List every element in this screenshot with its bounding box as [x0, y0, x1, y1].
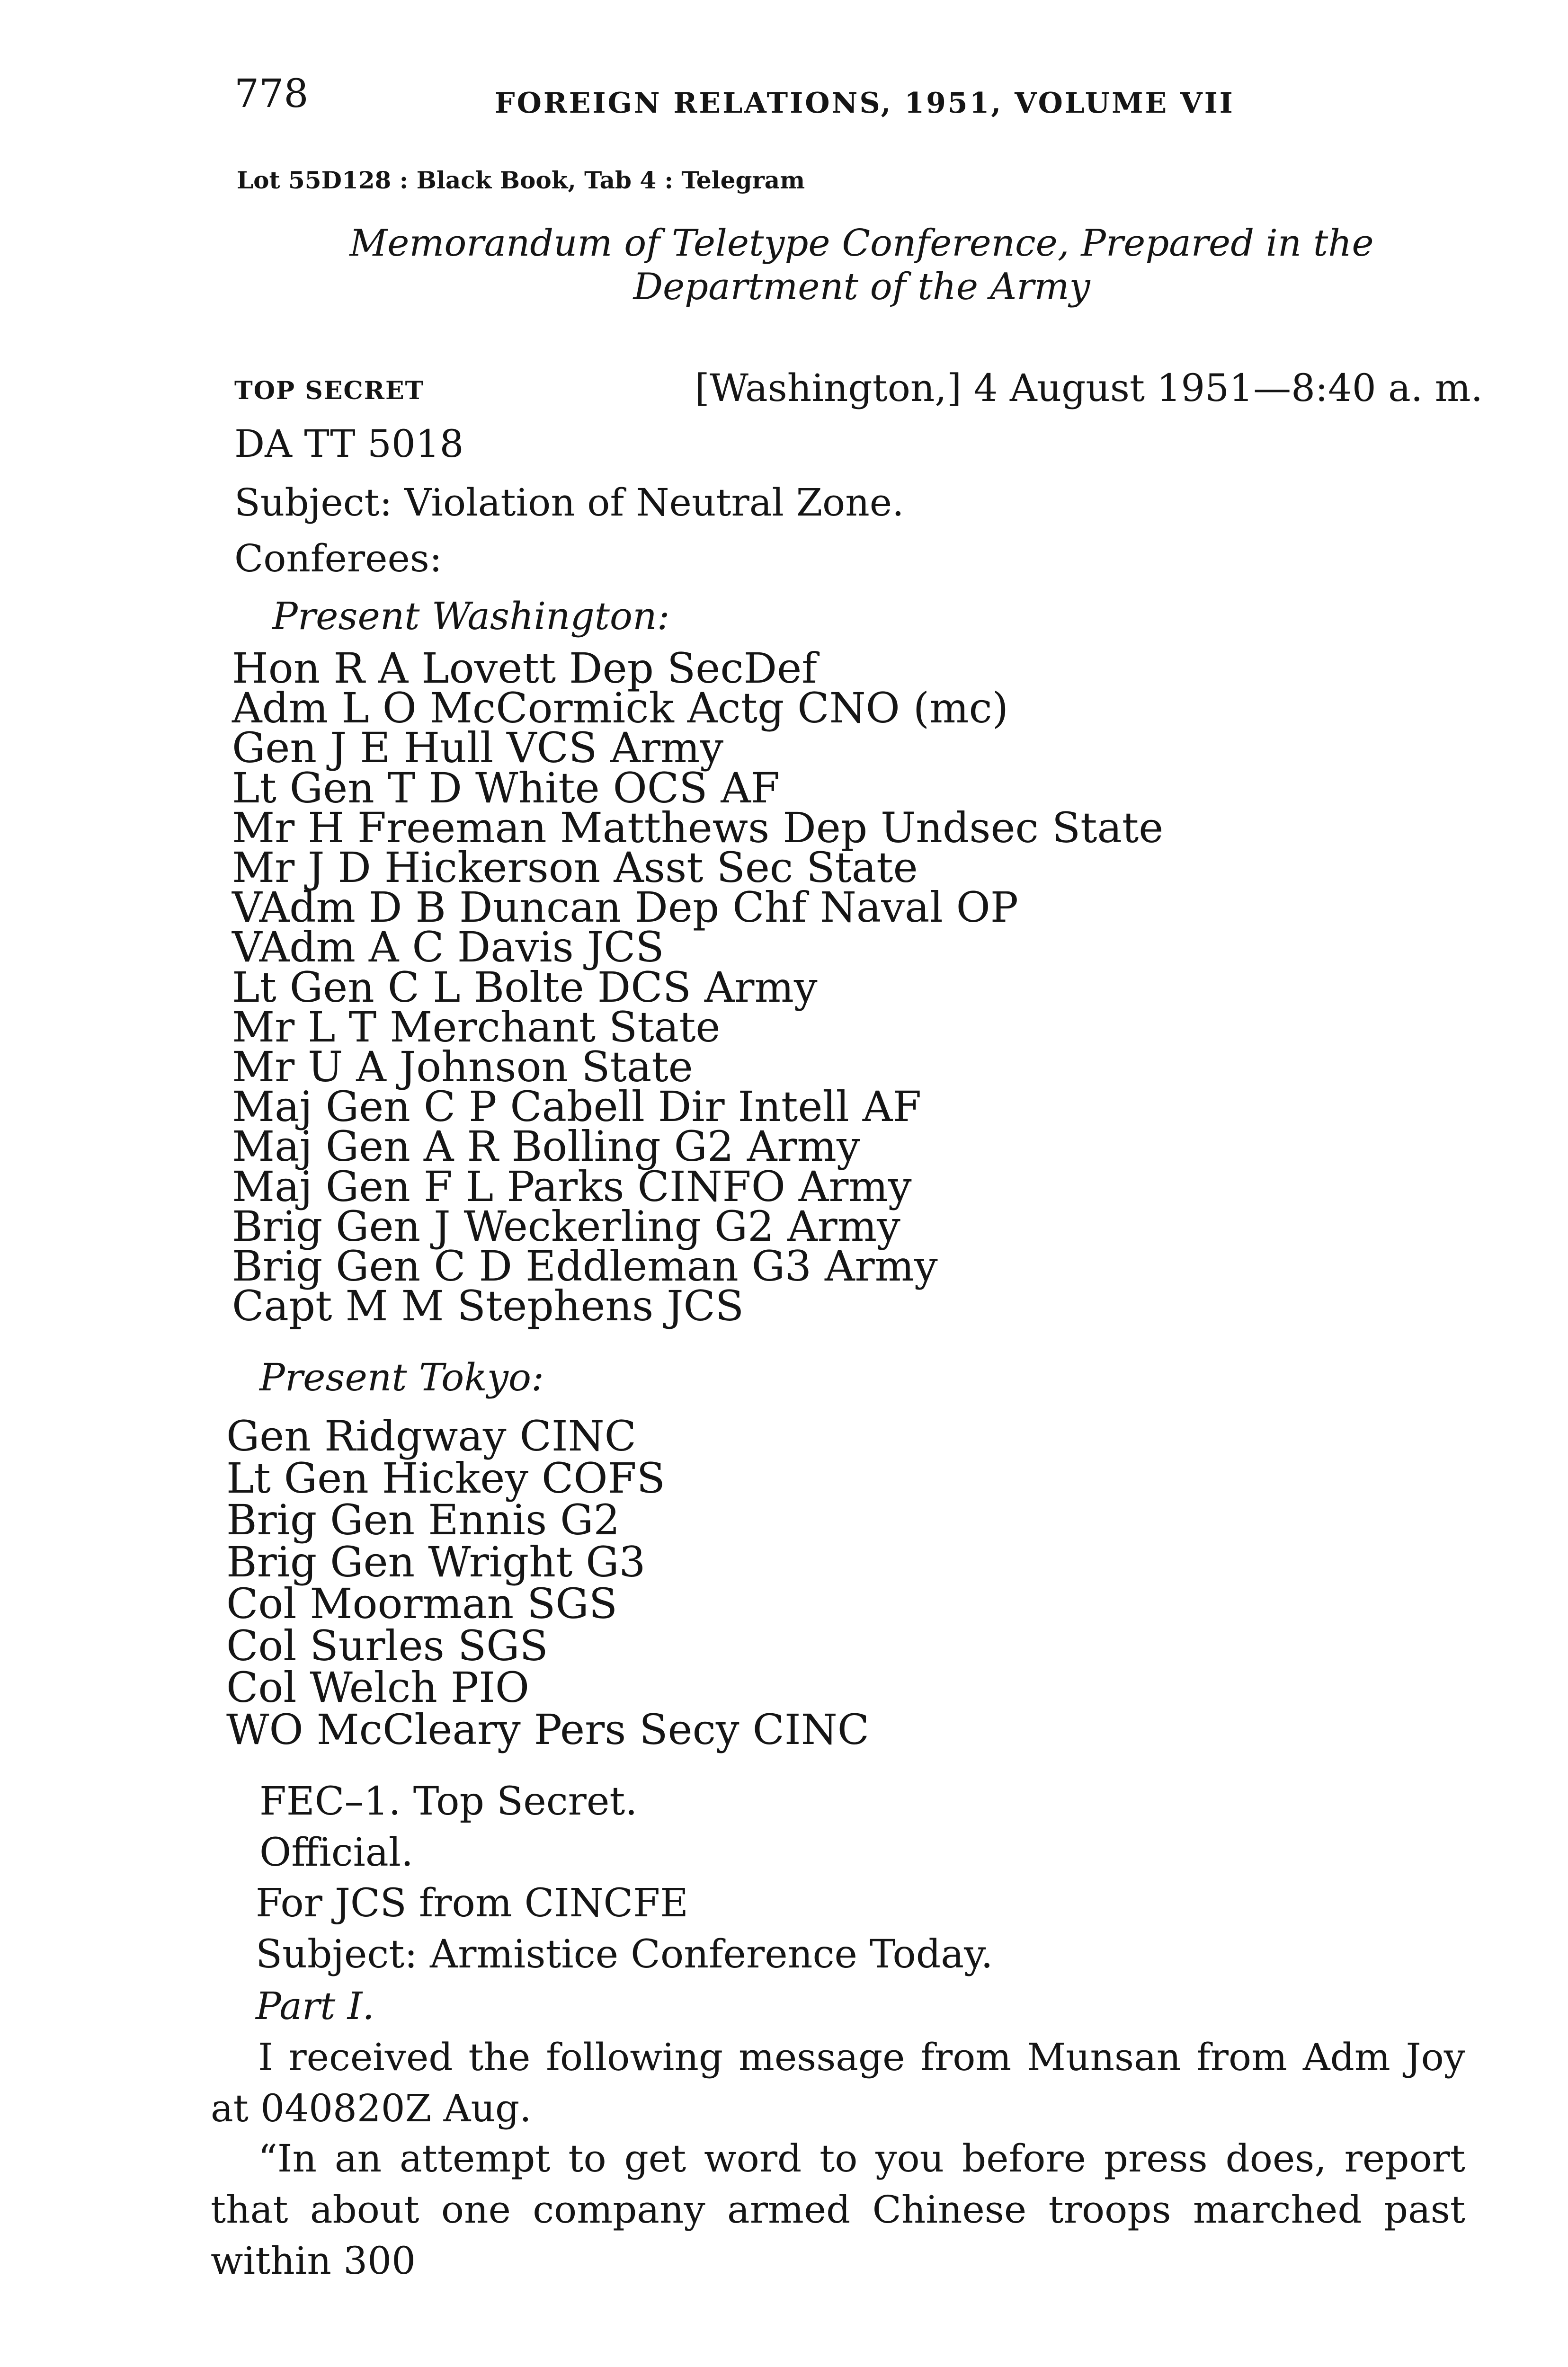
document-title: Memorandum of Teletype Conference, Prepared in the Department of the Army — [349, 222, 1374, 308]
message-paragraph-1: I received the following message from Munsan from Adm Joy at 040820Z Aug. — [211, 2035, 1465, 2130]
message-subject: Subject: Armistice Conference Today. — [256, 1932, 993, 1977]
list-item: VAdm A C Davis JCS — [232, 923, 664, 972]
list-item: Mr J D Hickerson Asst Sec State — [232, 843, 918, 892]
list-item: Gen J E Hull VCS Army — [232, 723, 724, 773]
list-item: Maj Gen F L Parks CINFO Army — [232, 1162, 912, 1211]
list-item: Brig Gen Wright G3 — [226, 1537, 646, 1586]
present-tokyo-heading: Present Tokyo: — [259, 1355, 544, 1399]
list-item: Adm L O McCormick Actg CNO (mc) — [232, 684, 1009, 733]
list-item: Capt M M Stephens JCS — [232, 1281, 744, 1331]
message-addressee: For JCS from CINCFE — [256, 1881, 689, 1926]
list-item: Mr H Freeman Matthews Dep Undsec State — [232, 803, 1164, 852]
tokyo-conferees-list — [226, 1412, 870, 1754]
list-item: Mr L T Merchant State — [232, 1002, 721, 1051]
running-title: FOREIGN RELATIONS, 1951, VOLUME VII — [495, 87, 1235, 120]
list-item: Col Welch PIO — [226, 1663, 529, 1712]
message-paragraph-2: “In an attempt to get word to you before press does, report that about one company armed Chinese troops marched past within 300 — [211, 2136, 1465, 2283]
source-note: Lot 55D128 : Black Book, Tab 4 : Telegram — [237, 166, 805, 194]
list-item: WO McCleary Pers Secy CINC — [226, 1705, 870, 1754]
present-washington-heading: Present Washington: — [272, 594, 670, 638]
conferees-label: Conferees: — [234, 536, 442, 580]
message-reference: FEC–1. Top Secret. — [259, 1779, 638, 1824]
list-item: Lt Gen T D White OCS AF — [232, 763, 780, 812]
message-official: Official. — [259, 1830, 414, 1875]
subject-line: Subject: Violation of Neutral Zone. — [234, 481, 904, 525]
dateline: [Washington,] 4 August 1951—8:40 a. m. — [695, 366, 1483, 410]
list-item: Maj Gen C P Cabell Dir Intell AF — [232, 1082, 922, 1131]
list-item: Hon R A Lovett Dep SecDef — [232, 644, 817, 693]
list-item: Maj Gen A R Bolling G2 Army — [232, 1122, 860, 1171]
list-item: Col Surles SGS — [226, 1621, 548, 1670]
list-item: Gen Ridgway CINC — [226, 1412, 636, 1460]
part-heading: Part I. — [256, 1984, 374, 2028]
list-item: Brig Gen Ennis G2 — [226, 1495, 620, 1544]
list-item: Mr U A Johnson State — [232, 1042, 693, 1092]
list-item: Brig Gen J Weckerling G2 Army — [232, 1201, 900, 1251]
list-item: Brig Gen C D Eddleman G3 Army — [232, 1242, 938, 1291]
page-number: 778 — [234, 71, 309, 116]
list-item: Col Moorman SGS — [226, 1579, 617, 1628]
list-item: Lt Gen Hickey COFS — [226, 1453, 665, 1503]
document-number: DA TT 5018 — [234, 422, 464, 466]
list-item: VAdm D B Duncan Dep Chf Naval OP — [232, 883, 1018, 932]
classification-label: TOP SECRET — [234, 376, 425, 405]
list-item: Lt Gen C L Bolte DCS Army — [232, 962, 818, 1012]
washington-conferees-list — [232, 644, 1164, 1331]
